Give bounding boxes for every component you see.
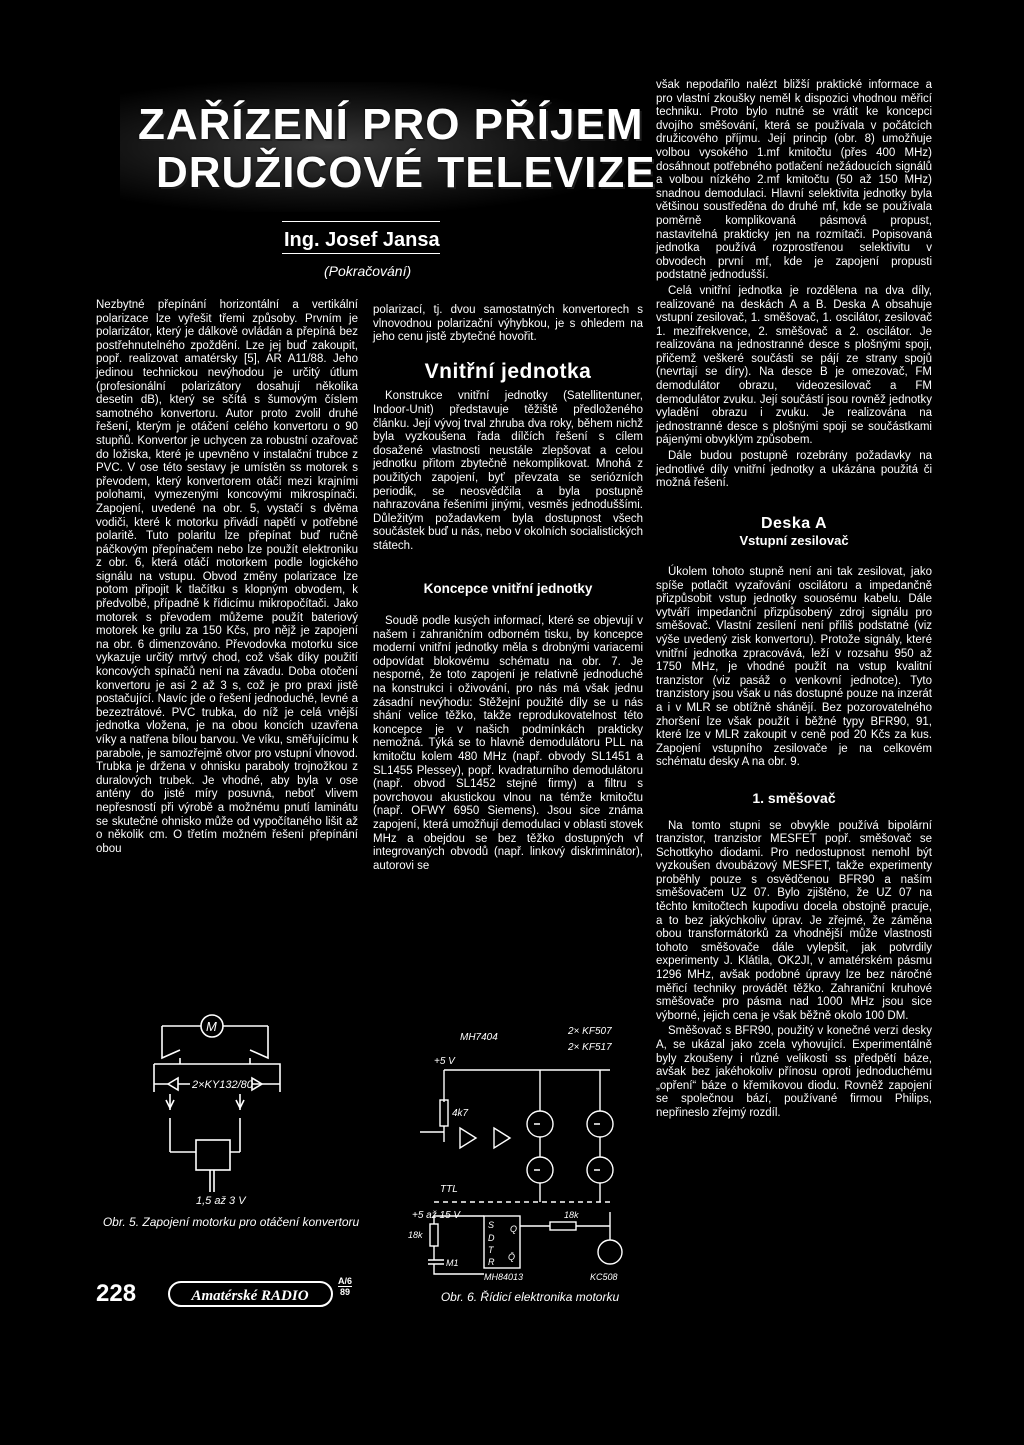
ttl-label: TTL [440,1184,458,1195]
ff-r: R [488,1257,495,1267]
inverters [460,1128,510,1148]
paragraph: polarizací, tj. dvou samostatných konvertorech s vlnovodnou polarizační výhybkou, je s ohledem na jeho cenu jistě zbytečné hovořit. [373,304,643,344]
section-heading: 1. směšovač [752,789,836,806]
diodes-label: 2×KY132/80 [192,1079,253,1091]
ff-t: T [488,1245,494,1255]
continued-note: (Pokračování) [324,263,412,279]
paragraph: Nezbytné přepínání horizontální a vertikální polarizace lze vyřešit třemi způsoby. Prvním je polarizátor, který je dálkově ovládán a přepíná bez postřehnutelného zpoždění. Lze jej buď zakoupit, popř. realizovat amatérsky [5], AR A11/88. Jeho jedinou technickou nevýhodou je určitý útlum (profesionální polarizátory dosahují několika desetin dB), který se sčítá s šumovým číslem samotného konvertoru. Autor proto zvolil druhé řešení, kterým je otáčení celého konvertoru o 90 stupňů. Konvertor je uchycen za robustní ozařovač do ložiska, které je upevněno v instalační trubce z PVC. V ose této sestavy je umístěn ss motorek s převodem, který konvertorem otáčí mezi krajními polohami, vymezenými koncovými mikrospínači. Zapojení, uvedené na obr. 5, vystačí s dvěma vodiči, které k motorku přivádí napětí v potřebné polaritě. Tuto polaritu lze přepínat buď ručně páčkovým přepínačem nebo lze použít elektroniku z obr. 6, která otáčí motorkem podle logického signálu na vstupu. Obvod změny polarizace lze potom připojit k tlačítku s klopným obvodem, k předvolbě, případně k řídicímu mikropočítači. Jako motorek s převodem můžeme použít bateriový motorek ke grilu za 150 Kčs, pro nějž je zapojení na obr. 6 dimenzováno. Převodovka motorku sice vykazuje určitý mrtvý chod, což však díky použití koncových spínačů není na závadu. Doba otočení konvertoru je asi 2 až 3 s, což je pro praxi jistě postačující. Navíc jde o řešení jednoduché, levné a bezeztrátové. PVC trubka, do níž je celá vnější jednotka vložena, je na obou koncích uzavřena víky a natřena bílou barvou. Ve víku, směřujícímu k parabole, je samozřejmě otvor pro vstupní vlnovod. Trubka je držena v ohnisku paraboly trojnožkou z duralových trubek. Je vhodné, aby byla v ose antény do jisté míry posuvná, neboť vlivem nepřesností při výrobě a možnému pnutí laminátu se skutečné ohnisko může od vypočítaného lišit až o několik cm. O třetím možném řešení přepínání obou [96,299,358,855]
supply-rail [444,1070,610,1102]
t3-label: KC508 [590,1272,618,1280]
column-1 [96,299,358,858]
section-heading: Vnitřní jednotka [424,359,592,383]
figure-5-caption: Obr. 5. Zapojení motorku pro otáčení konvertoru [102,1215,360,1229]
input-line [420,1126,444,1142]
paragraph: však nepodařilo nalézt bližší praktické informace a pro vlastní zkoušky neměl k dispozici vhodnou měřicí techniku. Proto bylo nutné se vrátit ke koncepci dvojího směšování, která se používala v počátcích družicového příjmu. Její princip (obr. 8) umožňuje volbou vysokého 1.mf kmitočtu (přes 400 MHz) dosáhnout potřebného potlačení nežádoucích signálů a volbou nízkého 2.mf kmitočtu (50 až 150 MHz) snadnou demodulaci. Hlavní selektivita jednotky byla většinou soustředěna do druhé mf, kde se používala poměrně komplikovaná pásmová propust, nastavitelná prakticky jen na rozmítači. Popisovaná jednotka používá rozprostřenou selektivitu v obvodech první mf, kde je zapojení propusti podstatně jednodušší. [656,79,932,282]
paragraph: Konstrukce vnitřní jednotky (Satellitentuner, Indoor-Unit) představuje těžiště předloženého článku. Její vývoj trval zhruba dva roky, během nichž byla vyzkoušena řada dílčích řešení s cílem dosažené vlastnosti neustále zlepšovat a celou jednotku přitom zbytečně nekomplikovat. Mnohá z použitých zapojení, byť převzata se seriózních periodik, se neosvědčila a byla postupně nahrazována řešeními jinými, vesměs jednoduššími. Důležitým požadavkem byla dostupnost všech součástek buď u nás, nebo v okolních socialistických státech. [373,390,643,552]
figure-6-schematic [400,1012,650,1280]
issue-number [338,1276,352,1297]
column-2 [373,304,643,875]
page-number: 228 [96,1280,137,1307]
author-rule-bottom [282,253,440,254]
paragraph: Úkolem tohoto stupně není ani tak zesilovat, jako spíše potlačit vyzařování oscilátoru a impedančně přizpůsobit vstup jednotky souosému kabelu. Dále vytváří impedanční přizpůsobený zdroj signálu pro směšovač. Vlastní zesílení není příliš podstatné (viz výše uvedený zisk konvertoru). Protože signály, které vnitřní jednotka zpracovává, leží v rozsahu 950 až 1750 MHz, je vhodné použít na vstup kvalitní tranzistor (viz pasáž o venkovní jednotce). Tyto tranzistory jsou však u nás dostupné pouze na inzerát a i v MLR se obtížně shánějí. Bez pozorovatelného zhoršení lze však použít i běžné typy BFR90, 91, které lze v MLR zakoupit v ceně pod 20 Kčs za kus. Zapojení vstupního zesilovače je na celkovém schématu desky A na obr. 9. [656,566,932,769]
resistor-label-1: 4k7 [452,1108,469,1119]
supply-label-2: +5 až 15 V [412,1210,461,1221]
title-banner [120,82,656,212]
supply-label: +5 V [434,1056,455,1067]
author: Ing. Josef Jansa [284,229,440,251]
control-wiring [434,1212,610,1274]
magazine-name: Amatérské RADIO [191,1288,309,1304]
voltage-label: 1,5 až 3 V [196,1195,246,1207]
column-3 [656,79,932,1123]
title-line-1: ZAŘÍZENÍ PRO PŘÍJEM [138,100,644,149]
title-line-2: DRUŽICOVÉ TELEVIZE [156,148,656,197]
resistor-18k-a [430,1224,438,1246]
paragraph: Na tomto stupni se obvykle používá bipolární tranzistor, tranzistor MESFET popř. směšovač se Schottkyho diodami. Pro nedostupnost nemohl být vyzkoušen dvoubázový MESFET, takže experimenty proběhly pouze s osvědčenou BFR90 a naším směšovačem UZ 07. Bylo zjištěno, že UZ 07 na těchto kmitočtech kupodivu docela obstojně pracuje, a to bez jakýchkoliv úprav. Je zřejmé, že záměna obou transformátorků za vhodnější může vlastnosti tohoto směšovače dále vylepšit, jak potvrdily experimenty J. Klátila, OK2JI, v amatérském pásmu 1296 MHz, avšak podobné úpravy lze bez náročné měřicí techniky provádět těžko. Zahraniční kruhové směšovače pro pásma nad 1000 MHz jsou sice výborné, jejich cena je však běžně okolo 100 DM. [656,819,932,1022]
paragraph: Směšovač s BFR90, použitý v konečné verzi desky A, se ukázal jako zcela vyhovující. Experimentálně byly zkoušeny i různé velikosti ss předpětí báze, avšak bez jakéhokoliv přínosu oproti jednoduchému „opření“ báze o křemíkovou diodu. Rovněž zapojení se společnou bází, používané firmou Philips, nepřineslo zřejmý rozdíl. [656,1025,932,1119]
limit-switch-left [162,1026,180,1064]
paragraph: Soudě podle kusých informací, které se objevují v našem i zahraničním odborném tisku, by koncepce moderní vnitřní jednotky měla s drobnými variacemi odpovídat blokovému schématu na obr. 7. Je nesporné, že toto zapojení je relativně jednoduché na konstrukci i oživování, pro nás má však jednu zásadní nevýhodu: Stěžejní použité díly se u nás shání velice těžko, takže reprodukovatelnost této koncepce je v našich podmínkách prakticky nemožná. Týká se to hlavně demodulátoru PLL na kmitočtu kolem 480 MHz (např. obvody SL1451 a SL1455 Plessey), popř. kvadraturního demodulátoru (např. obvod SL1452 stejné firmy) a filtru s povrchovou akustickou vlnou na témže kmitočtu (např. OFWY 6950 Siemens). Jsou sice známa zapojení, která umožňují demodulaci v oblasti stovek MHz a obejdou se bez těžko dostupných vf integrovaných obvodů (např. linkový diskriminátor), autorovi se [373,615,643,872]
diode-left [168,1078,178,1090]
resistor-label-3: 18k [564,1210,579,1220]
resistor-label-2: 18k [408,1230,423,1240]
ff-s: S [488,1220,495,1230]
transistor-label-2: 2× KF517 [568,1042,612,1053]
resistor-18k-b [550,1222,576,1230]
switch-box [196,1140,230,1170]
issue-bottom: 89 [340,1287,351,1297]
capacitor-label: M1 [446,1258,459,1268]
figure-6-caption: Obr. 6. Řídicí elektronika motorku [440,1290,620,1304]
capacitor [428,1260,444,1264]
ff-qbar: Q̄ [508,1252,516,1262]
motor-label: M [206,1019,217,1034]
figure-5-schematic [140,1012,350,1212]
transistor-label-1: 2× KF507 [568,1026,612,1037]
ic2-label: MH84013 [484,1272,524,1280]
paragraph: Dále budou postupně rozebrány požadavky na jednotlivé díly vnitřní jednotky a ukázána použitá či možná řešení. [656,450,932,490]
transistor-kc508 [598,1240,622,1264]
author-rule-top [282,221,440,222]
arrows [166,1100,244,1108]
magazine-logo [168,1279,333,1309]
paragraph: Celá vnitřní jednotka je rozdělena na dva díly, realizované na deskách A a B. Deska A obsahuje vstupní zesilovač, 1. směšovač, 1. oscilátor, zesilovač 1. mezifrekvence, 2. směšovač a 2. oscilátor. Je realizována na jednostranné desce s plošnými spoji, přičemž veškeré součásti se pájí ze strany spojů (nevrtají se díry). Na desce B je omezovač, FM demodulátor obrazu, videozesilovač a FM demodulátor zvuku. Její součástí jsou rovněž jednotky vyladění obrazu i zvuku. Je realizována na jednostranné desce s plošnými spoji se součástkami pájenými obvyklým způsobem. [656,284,932,447]
resistor-4k7 [440,1100,448,1126]
section-subheading: Vstupní zesilovač [739,533,849,549]
ff-q: Q [510,1224,518,1234]
issue-top: A/6 [338,1276,353,1286]
ff-d: D [488,1233,495,1243]
section-heading: Koncepce vnitřní jednotky [423,580,593,596]
section-heading: Deska A [760,514,828,532]
ic1-label: MH7404 [460,1032,498,1043]
limit-switch-right [250,1026,268,1064]
